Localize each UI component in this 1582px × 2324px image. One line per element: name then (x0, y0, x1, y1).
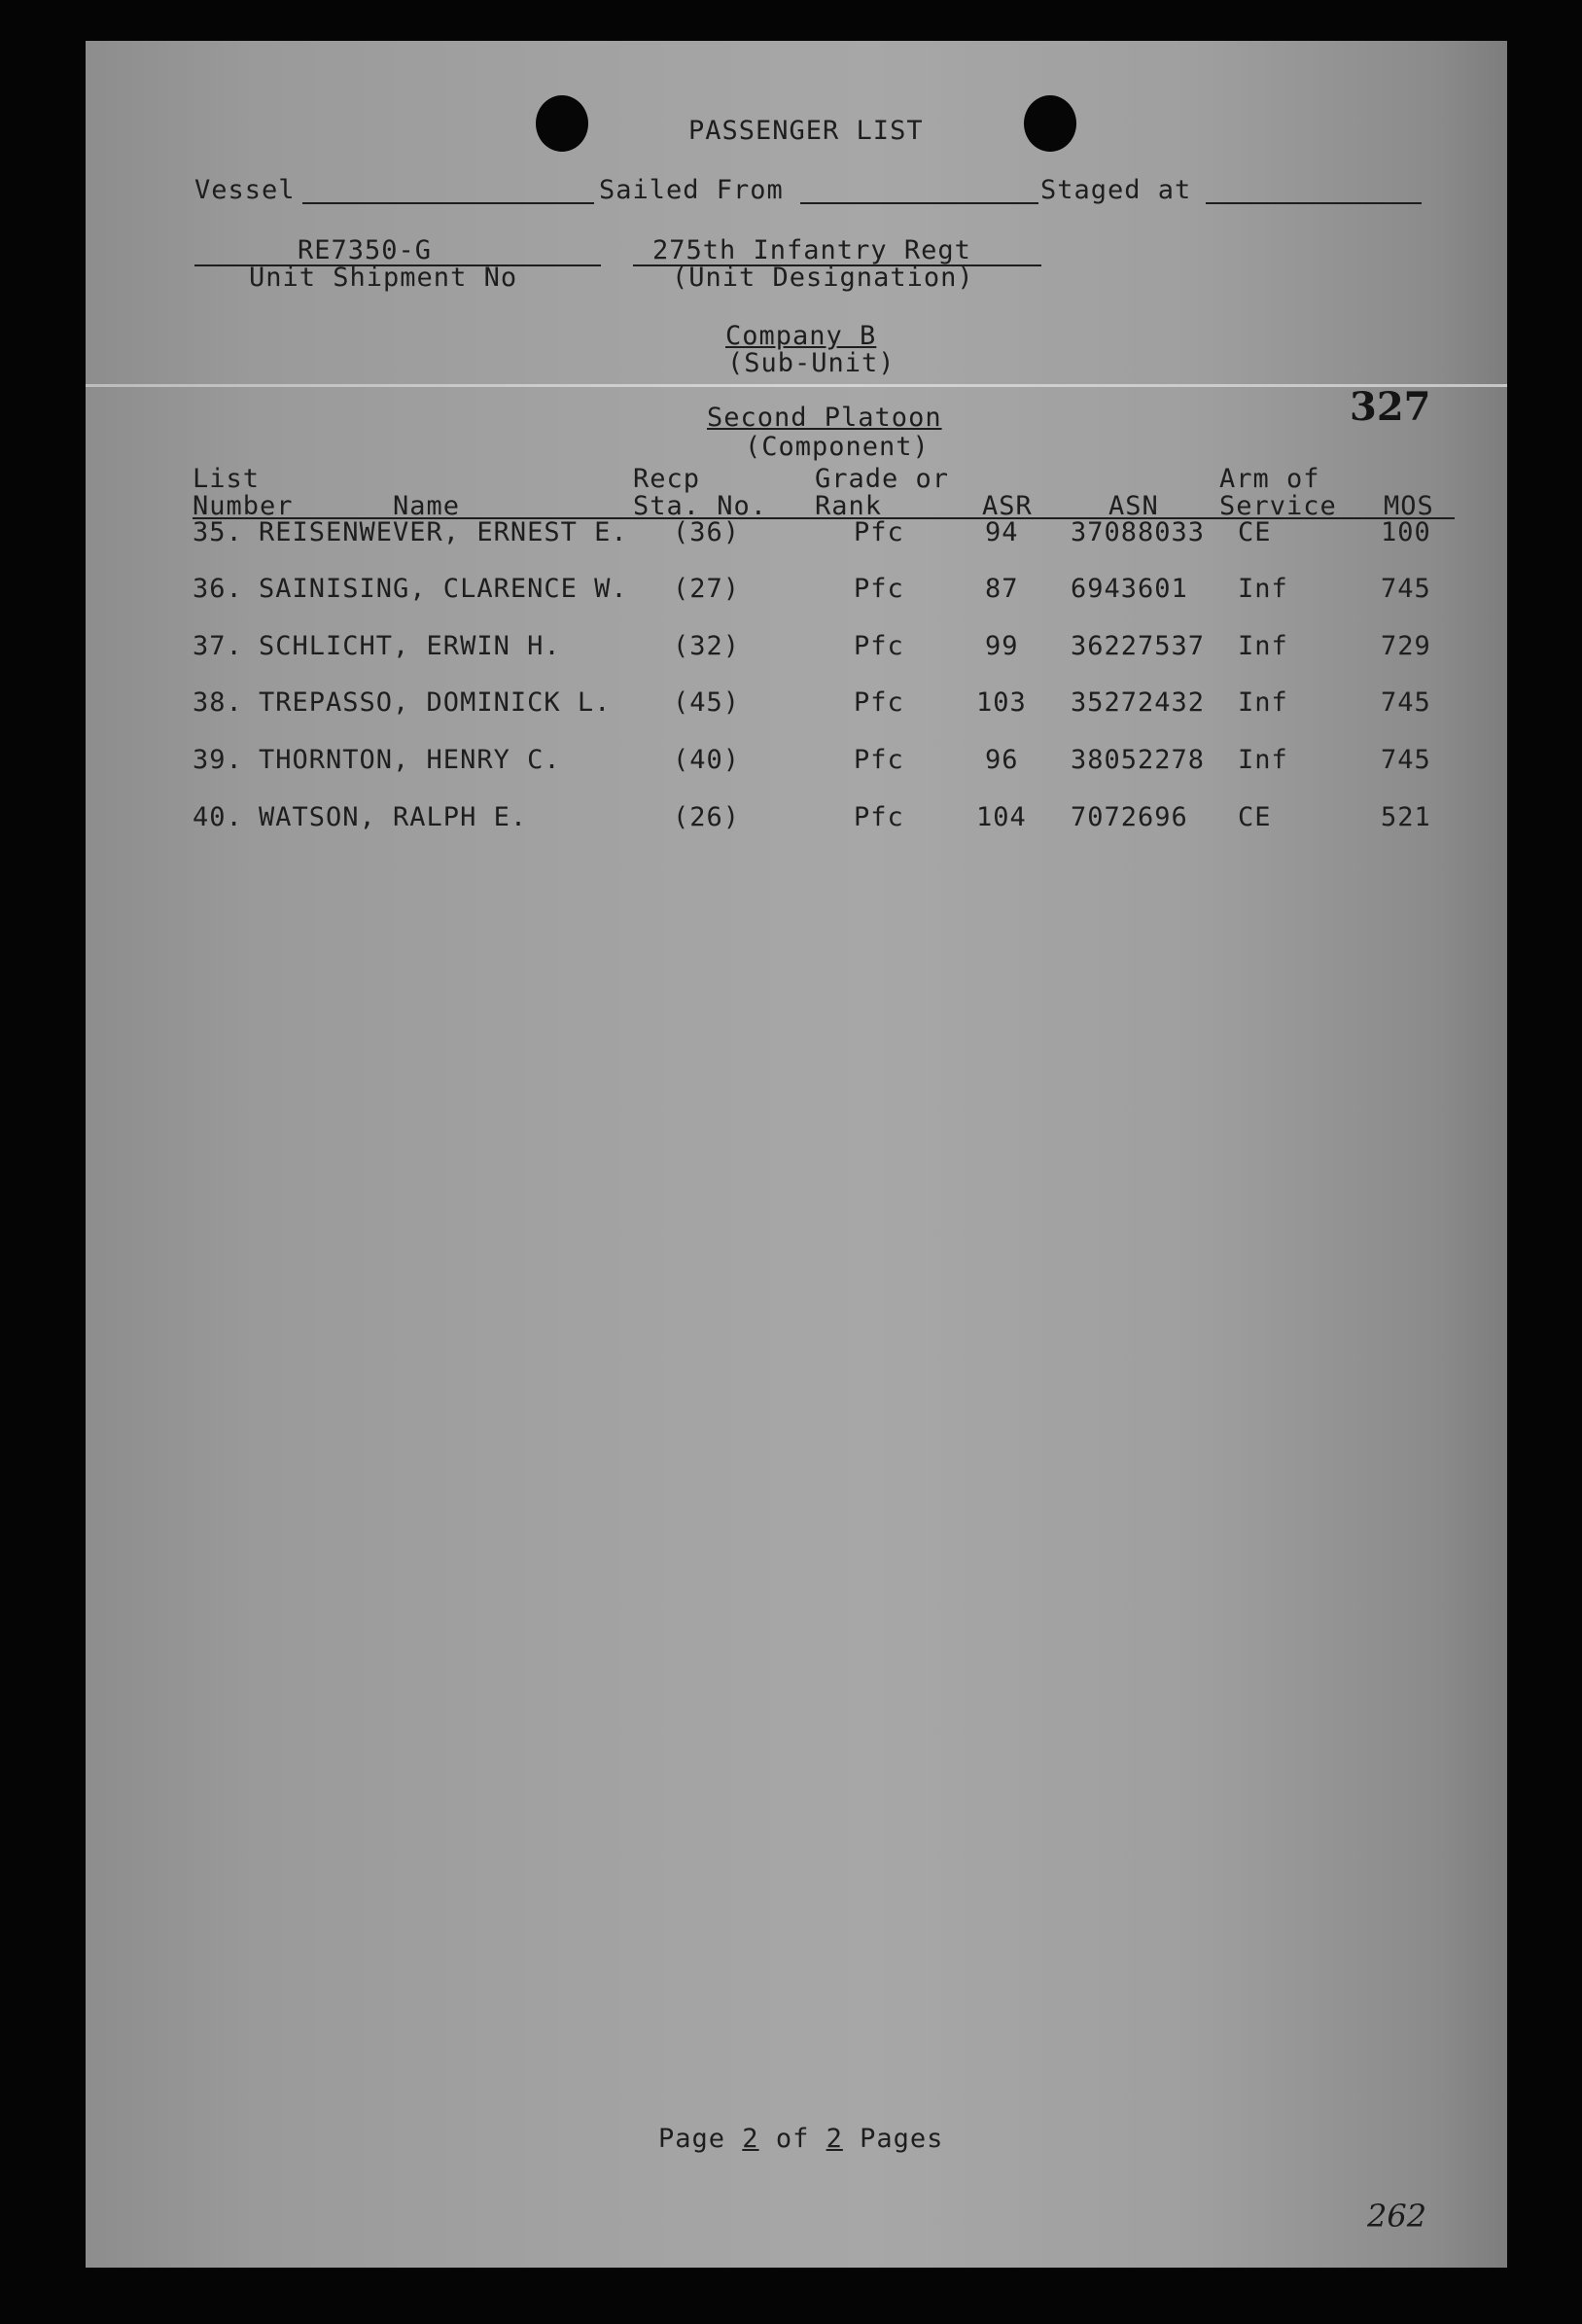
staged-at-blank (1206, 202, 1422, 204)
row-mos: 745 (1381, 745, 1431, 775)
row-asr: 96 (985, 745, 1019, 775)
row-grade: Pfc (854, 631, 904, 661)
row-name: TREPASSO, DOMINICK L. (259, 687, 612, 718)
row-arm: Inf (1238, 687, 1288, 718)
col-header-asn: ASN (1108, 491, 1159, 521)
col-header-number: Number (193, 491, 294, 521)
row-number: 35. (193, 517, 243, 547)
row-asr: 87 (985, 574, 1019, 604)
col-header-list: List (193, 464, 261, 494)
row-recp: (40) (673, 745, 741, 775)
sub-unit-value: Company B (725, 321, 877, 351)
row-recp: (26) (673, 802, 741, 832)
row-name: REISENWEVER, ERNEST E. (259, 517, 628, 547)
page-suffix: Pages (860, 2124, 944, 2154)
page-total: 2 (826, 2124, 843, 2154)
row-asr: 99 (985, 631, 1019, 661)
unit-shipment-value: RE7350-G (298, 235, 433, 265)
component-caption: (Component) (745, 432, 930, 462)
sailed-from-label: Sailed From (599, 175, 784, 205)
row-asn: 36227537 (1071, 631, 1206, 661)
row-number: 40. (193, 802, 243, 832)
staged-at-label: Staged at (1040, 175, 1192, 205)
document-title: PASSENGER LIST (688, 116, 924, 146)
row-name: SAINISING, CLARENCE W. (259, 574, 628, 604)
row-grade: Pfc (854, 802, 904, 832)
row-asn: 35272432 (1071, 687, 1206, 718)
col-header-asr: ASR (982, 491, 1033, 521)
row-recp: (45) (673, 687, 741, 718)
row-grade: Pfc (854, 687, 904, 718)
component-value: Second Platoon (707, 403, 942, 433)
row-name: SCHLICHT, ERWIN H. (259, 631, 561, 661)
row-number: 39. (193, 745, 243, 775)
col-header-grade: Grade or (815, 464, 950, 494)
row-name: WATSON, RALPH E. (259, 802, 528, 832)
col-header-name: Name (393, 491, 461, 521)
unit-shipment-caption: Unit Shipment No (249, 263, 518, 293)
row-number: 38. (193, 687, 243, 718)
col-header-rank: Rank (815, 491, 883, 521)
page-prefix: Page (658, 2124, 726, 2154)
document-page (86, 41, 1507, 2268)
row-asn: 37088033 (1071, 517, 1206, 547)
unit-designation-value: 275th Infantry Regt (652, 235, 971, 265)
col-header-sta-no: Sta. No. (633, 491, 768, 521)
row-name: THORNTON, HENRY C. (259, 745, 561, 775)
row-arm: CE (1238, 517, 1272, 547)
col-header-service: Service (1219, 491, 1337, 521)
row-mos: 521 (1381, 802, 1431, 832)
row-number: 36. (193, 574, 243, 604)
row-asr: 104 (976, 802, 1027, 832)
punch-hole (536, 95, 588, 152)
row-grade: Pfc (854, 517, 904, 547)
handwritten-note: 262 (1367, 2198, 1427, 2235)
row-asr: 94 (985, 517, 1019, 547)
row-arm: Inf (1238, 574, 1288, 604)
row-recp: (27) (673, 574, 741, 604)
col-header-recp: Recp (633, 464, 701, 494)
row-arm: Inf (1238, 631, 1288, 661)
row-arm: CE (1238, 802, 1272, 832)
page-current: 2 (742, 2124, 759, 2154)
punch-hole (1024, 95, 1076, 152)
col-header-mos: MOS (1384, 491, 1434, 521)
row-grade: Pfc (854, 574, 904, 604)
row-arm: Inf (1238, 745, 1288, 775)
col-header-arm: Arm of (1219, 464, 1320, 494)
row-asn: 38052278 (1071, 745, 1206, 775)
page-of: of (775, 2124, 810, 2154)
row-mos: 745 (1381, 574, 1431, 604)
row-recp: (36) (673, 517, 741, 547)
row-grade: Pfc (854, 745, 904, 775)
row-asn: 6943601 (1071, 574, 1188, 604)
row-mos: 100 (1381, 517, 1431, 547)
sailed-from-blank (800, 202, 1038, 204)
page-count-footer (658, 2124, 943, 2155)
sub-unit-caption: (Sub-Unit) (727, 348, 896, 378)
fold-line (86, 384, 1507, 387)
unit-designation-caption: (Unit Designation) (672, 263, 974, 293)
row-asn: 7072696 (1071, 802, 1188, 832)
vessel-blank (302, 202, 594, 204)
vessel-label: Vessel (194, 175, 296, 205)
row-mos: 745 (1381, 687, 1431, 718)
row-number: 37. (193, 631, 243, 661)
page-number-stamp: 327 (1350, 384, 1431, 430)
row-recp: (32) (673, 631, 741, 661)
row-mos: 729 (1381, 631, 1431, 661)
row-asr: 103 (976, 687, 1027, 718)
